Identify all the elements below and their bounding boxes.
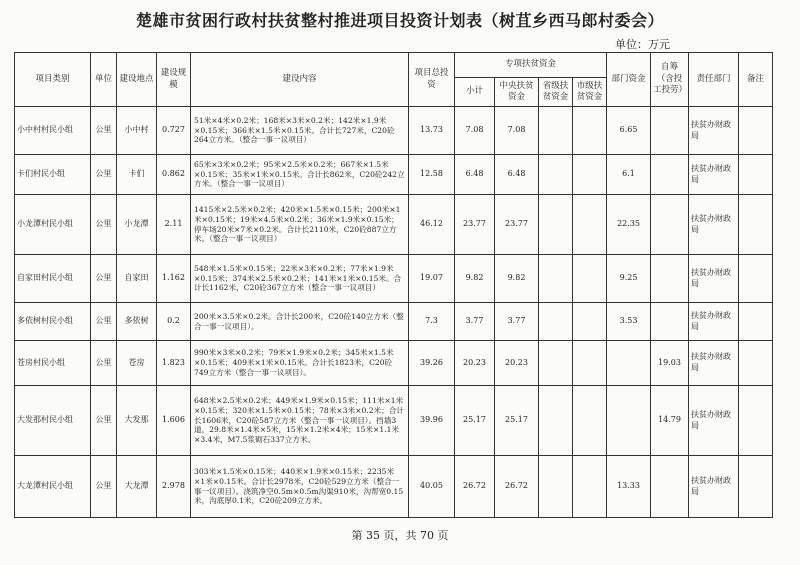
row-self: 19.03 <box>651 341 689 386</box>
row-category: 小龙潭村民小组 <box>15 195 91 255</box>
row-city <box>573 386 607 456</box>
row-total: 19.07 <box>409 255 455 303</box>
header-responsible: 责任部门 <box>689 53 739 107</box>
row-category: 苍房村民小组 <box>15 341 91 386</box>
row-central: 9.82 <box>495 255 539 303</box>
row-responsible: 扶贫办财政局 <box>689 255 739 303</box>
table-row <box>15 456 773 518</box>
row-city <box>573 456 607 518</box>
row-subtotal: 3.77 <box>455 303 495 341</box>
row-content: 990米×3米×0.2米；79米×1.9米×0.2米；345米×1.5米×0.15米；409米×1米×0.15米。合计长1823米，C20砼749立方米（整合一事一议项目）。 <box>191 341 409 386</box>
row-unit: 公里 <box>91 107 117 155</box>
table-row <box>15 107 773 155</box>
row-dept: 22.35 <box>607 195 651 255</box>
row-central: 3.77 <box>495 303 539 341</box>
row-content: 200米×3.5米×0.2米。合计长200米，C20砼140立方米（整合一事一议项目）。 <box>191 303 409 341</box>
table-row <box>15 195 773 255</box>
row-remark <box>739 107 773 155</box>
row-provincial <box>539 341 573 386</box>
header-self: 自筹（含投工投劳） <box>651 53 689 107</box>
header-scale: 建设规模 <box>157 53 191 107</box>
table-row <box>15 386 773 456</box>
row-city <box>573 303 607 341</box>
header-total: 项目总投资 <box>409 53 455 107</box>
row-category: 小中村村民小组 <box>15 107 91 155</box>
row-provincial <box>539 107 573 155</box>
row-provincial <box>539 386 573 456</box>
row-city <box>573 195 607 255</box>
row-city <box>573 341 607 386</box>
row-location: 自家田 <box>117 255 157 303</box>
row-self <box>651 195 689 255</box>
row-self <box>651 456 689 518</box>
row-remark <box>739 341 773 386</box>
row-responsible: 扶贫办财政局 <box>689 456 739 518</box>
row-category: 大龙潭村民小组 <box>15 456 91 518</box>
header-city: 市级扶贫资金 <box>573 78 607 107</box>
row-unit: 公里 <box>91 341 117 386</box>
header-dept: 部门资金 <box>607 53 651 107</box>
table-row <box>15 303 773 341</box>
row-dept: 9.25 <box>607 255 651 303</box>
row-provincial <box>539 255 573 303</box>
row-subtotal: 25.17 <box>455 386 495 456</box>
row-unit: 公里 <box>91 303 117 341</box>
row-unit: 公里 <box>91 386 117 456</box>
row-remark <box>739 456 773 518</box>
row-responsible: 扶贫办财政局 <box>689 195 739 255</box>
table-row <box>15 255 773 303</box>
row-responsible: 扶贫办财政局 <box>689 155 739 195</box>
row-remark <box>739 195 773 255</box>
row-scale: 1.606 <box>157 386 191 456</box>
row-category: 自家田村民小组 <box>15 255 91 303</box>
unit-label: 单位：万元 <box>615 38 670 51</box>
row-scale: 0.862 <box>157 155 191 195</box>
row-provincial <box>539 195 573 255</box>
row-responsible: 扶贫办财政局 <box>689 341 739 386</box>
row-dept: 13.33 <box>607 456 651 518</box>
row-self <box>651 107 689 155</box>
row-central: 25.17 <box>495 386 539 456</box>
row-dept <box>607 386 651 456</box>
row-responsible: 扶贫办财政局 <box>689 107 739 155</box>
row-self: 14.79 <box>651 386 689 456</box>
row-total: 39.96 <box>409 386 455 456</box>
row-scale: 0.2 <box>157 303 191 341</box>
row-provincial <box>539 456 573 518</box>
row-content: 548米×1.5米×0.15米；22米×3米×0.2米；77米×1.9米×0.15米；374米×2.5米×0.2米；141米×1米×0.15米。合计长1162米，C20砼367立方米（整合一事一议项目） <box>191 255 409 303</box>
row-central: 23.77 <box>495 195 539 255</box>
row-dept <box>607 341 651 386</box>
header-content: 建设内容 <box>191 53 409 107</box>
row-scale: 1.162 <box>157 255 191 303</box>
row-city <box>573 107 607 155</box>
row-content: 65米×3米×0.2米；95米×2.5米×0.2米；667米×1.5米×0.15米；35米×1米×0.15米。合计长862米，C20砼242立方米。（整合一事一议项目） <box>191 155 409 195</box>
row-location: 大发那 <box>117 386 157 456</box>
header-category: 项目类别 <box>15 53 91 107</box>
row-unit: 公里 <box>91 456 117 518</box>
row-dept: 3.53 <box>607 303 651 341</box>
row-location: 多依树 <box>117 303 157 341</box>
row-location: 小龙潭 <box>117 195 157 255</box>
row-remark <box>739 155 773 195</box>
row-content: 303米×1.5米×0.15米；440米×1.9米×0.15米；2235米×1米×0.15米。合计长2978米，C20砼529立方米（整合一事一议项目）。浇筑净空0.5m×0.5m沟渠910米，沟帮宽0.15米，沟底厚0.1米，C20砼209立方米。 <box>191 456 409 518</box>
row-provincial <box>539 155 573 195</box>
row-remark <box>739 255 773 303</box>
page-title: 楚雄市贫困行政村扶贫整村推进项目投资计划表（树苴乡西马郎村委会） <box>135 11 664 30</box>
row-subtotal: 9.82 <box>455 255 495 303</box>
row-subtotal: 26.72 <box>455 456 495 518</box>
row-self <box>651 255 689 303</box>
row-responsible: 扶贫办财政局 <box>689 303 739 341</box>
row-dept: 6.1 <box>607 155 651 195</box>
row-scale: 2.978 <box>157 456 191 518</box>
row-category: 大发那村民小组 <box>15 386 91 456</box>
investment-plan-table <box>14 52 773 518</box>
header-subtotal: 小计 <box>455 78 495 107</box>
table-row <box>15 155 773 195</box>
row-unit: 公里 <box>91 155 117 195</box>
row-remark <box>739 386 773 456</box>
row-total: 39.26 <box>409 341 455 386</box>
row-subtotal: 7.08 <box>455 107 495 155</box>
row-remark <box>739 303 773 341</box>
row-central: 20.23 <box>495 341 539 386</box>
table-row <box>15 341 773 386</box>
row-unit: 公里 <box>91 195 117 255</box>
row-city <box>573 255 607 303</box>
row-location: 卡们 <box>117 155 157 195</box>
row-central: 6.48 <box>495 155 539 195</box>
row-location: 小中村 <box>117 107 157 155</box>
header-special-funds: 专项扶贫资金 <box>455 53 607 78</box>
header-unit: 单位 <box>91 53 117 107</box>
row-provincial <box>539 303 573 341</box>
row-location: 苍房 <box>117 341 157 386</box>
row-scale: 0.727 <box>157 107 191 155</box>
row-responsible: 扶贫办财政局 <box>689 386 739 456</box>
row-central: 26.72 <box>495 456 539 518</box>
header-location: 建设地点 <box>117 53 157 107</box>
row-content: 1415米×2.5米×0.2米；420米×1.5米×0.15米；200米×1米×0.15米；19米×4.5米×0.2米；36米×1.9米×0.15米；停车场20米×7米×0.2米。合计长2110米，C20砼887立方米。（整合一事一议项目） <box>191 195 409 255</box>
row-total: 12.58 <box>409 155 455 195</box>
row-total: 46.12 <box>409 195 455 255</box>
row-subtotal: 23.77 <box>455 195 495 255</box>
row-self <box>651 155 689 195</box>
row-content: 648米×2.5米×0.2米；449米×1.9米×0.15米；111米×1米×0.15米；320米×1.5米×0.15米；78米×3米×0.2米；合计长1606米，C20砼587立方米（整合一事一议项目）。挡墙3道，29.8米×1.4米×5米，15米×1.2米×4米；15米×1.1米×3.4米，M7.5浆砌石337立方米。 <box>191 386 409 456</box>
row-total: 7.3 <box>409 303 455 341</box>
row-location: 大龙潭 <box>117 456 157 518</box>
header-remark: 备注 <box>739 53 773 107</box>
row-unit: 公里 <box>91 255 117 303</box>
row-scale: 1.823 <box>157 341 191 386</box>
row-content: 51米×4米×0.2米；168米×3米×0.2米；142米×1.9米×0.15米；366米×1.5米×0.15米。合计长727米，C20砼264立方米。（整合一事一议项目） <box>191 107 409 155</box>
header-provincial: 省级扶贫资金 <box>539 78 573 107</box>
row-category: 多依树村民小组 <box>15 303 91 341</box>
row-subtotal: 6.48 <box>455 155 495 195</box>
row-self <box>651 303 689 341</box>
row-total: 40.05 <box>409 456 455 518</box>
row-category: 卡们村民小组 <box>15 155 91 195</box>
row-central: 7.08 <box>495 107 539 155</box>
row-scale: 2.11 <box>157 195 191 255</box>
page-footer: 第 35 页，共 70 页 <box>351 529 449 542</box>
row-city <box>573 155 607 195</box>
header-central: 中央扶贫资金 <box>495 78 539 107</box>
row-total: 13.73 <box>409 107 455 155</box>
row-subtotal: 20.23 <box>455 341 495 386</box>
row-dept: 6.65 <box>607 107 651 155</box>
